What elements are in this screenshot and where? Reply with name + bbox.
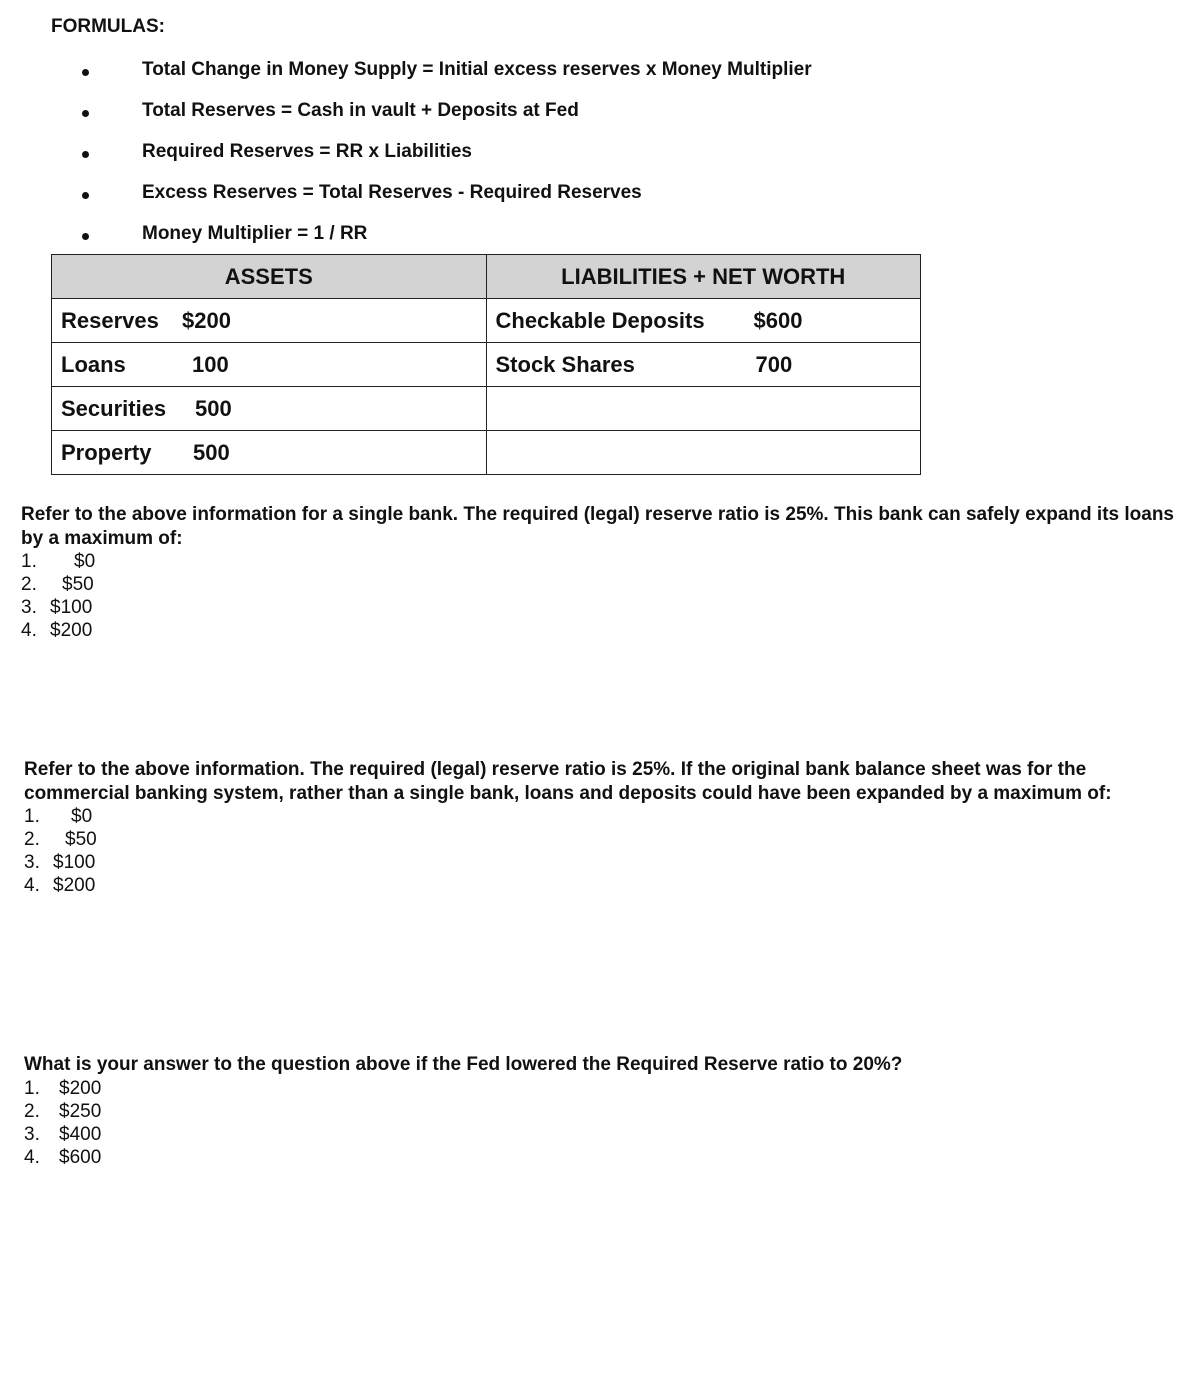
table-header-row	[52, 255, 921, 299]
answer-option[interactable]	[21, 550, 1181, 573]
option-value: $200	[53, 875, 96, 896]
liability-cell	[486, 343, 921, 387]
asset-label: Loans	[61, 352, 126, 377]
option-value: $0	[74, 551, 96, 572]
bullet-icon	[82, 233, 89, 240]
option-value: $100	[53, 852, 96, 873]
answer-option[interactable]	[24, 1077, 1184, 1100]
liability-label: Stock Shares	[495, 352, 635, 377]
question-text: Refer to the above information. The required (legal) reserve ratio is 25%. If the original bank balance sheet was for the commercial banking system, rather than a single bank, loans and deposits could have been expanded by a maximum of:	[24, 759, 1112, 804]
table-row	[52, 431, 921, 475]
option-number: 1.	[24, 806, 40, 827]
assets-header: ASSETS	[52, 255, 487, 299]
asset-label: Securities	[61, 396, 167, 421]
answer-option[interactable]	[24, 828, 1184, 851]
question-2	[24, 758, 1184, 897]
asset-value: 500	[195, 396, 232, 421]
answer-option[interactable]	[24, 805, 1184, 828]
option-value: $400	[59, 1123, 102, 1145]
bullet-icon	[82, 192, 89, 199]
option-number: 1.	[21, 551, 37, 572]
option-number: 4.	[24, 1146, 40, 1168]
option-number: 3.	[24, 852, 40, 873]
bullet-icon	[82, 151, 89, 158]
answer-option[interactable]	[21, 596, 1181, 619]
formulas-title: FORMULAS:	[51, 16, 165, 37]
answer-option[interactable]	[24, 1146, 1184, 1169]
liability-cell	[486, 299, 921, 343]
option-number: 1.	[24, 1077, 40, 1099]
question-3	[24, 1053, 1184, 1169]
answer-option[interactable]	[21, 573, 1181, 596]
answer-options	[24, 805, 1184, 897]
answer-option[interactable]	[24, 1100, 1184, 1123]
bullet-icon	[82, 110, 89, 117]
liabilities-header: LIABILITIES + NET WORTH	[486, 255, 921, 299]
asset-cell	[52, 343, 487, 387]
asset-cell	[52, 431, 487, 475]
formula-text: Excess Reserves = Total Reserves - Required Reserves	[142, 182, 642, 203]
liability-cell	[486, 431, 921, 475]
question-1	[21, 503, 1181, 642]
liability-label: Checkable Deposits	[495, 308, 705, 333]
table-row	[52, 387, 921, 431]
answer-options	[21, 550, 1181, 642]
formula-text: Total Change in Money Supply = Initial excess reserves x Money Multiplier	[142, 59, 812, 80]
formula-text: Money Multiplier = 1 / RR	[142, 223, 368, 244]
option-number: 2.	[21, 574, 37, 595]
option-value: $100	[50, 597, 93, 618]
formula-text: Required Reserves = RR x Liabilities	[142, 141, 472, 162]
answer-option[interactable]	[24, 1123, 1184, 1146]
asset-cell	[52, 387, 487, 431]
table-row	[52, 343, 921, 387]
answer-options	[24, 1077, 1184, 1169]
option-number: 2.	[24, 1100, 40, 1122]
option-value: $50	[62, 574, 94, 595]
balance-sheet-table	[51, 254, 921, 475]
option-value: $250	[59, 1100, 102, 1122]
answer-option[interactable]	[24, 851, 1184, 874]
option-value: $200	[59, 1077, 102, 1099]
option-value: $0	[71, 806, 93, 827]
asset-value: 100	[192, 352, 229, 377]
option-number: 4.	[24, 875, 40, 896]
formula-text: Total Reserves = Cash in vault + Deposits at Fed	[142, 100, 579, 121]
table-row	[52, 299, 921, 343]
answer-option[interactable]	[21, 619, 1181, 642]
asset-cell	[52, 299, 487, 343]
option-number: 3.	[24, 1123, 40, 1145]
liability-value: 700	[755, 352, 793, 377]
liability-cell	[486, 387, 921, 431]
bullet-icon	[82, 69, 89, 76]
question-text: Refer to the above information for a single bank. The required (legal) reserve ratio is 25%. This bank can safely expand its loans by a maximum of:	[21, 504, 1174, 549]
asset-value: 500	[193, 440, 230, 465]
asset-label: Property	[61, 440, 152, 465]
answer-option[interactable]	[24, 874, 1184, 897]
option-number: 2.	[24, 829, 40, 850]
liability-value: $600	[753, 308, 803, 333]
option-value: $600	[59, 1146, 102, 1168]
question-text: What is your answer to the question above if the Fed lowered the Required Reserve ratio to 20%?	[24, 1054, 903, 1075]
option-number: 3.	[21, 597, 37, 618]
option-value: $50	[65, 829, 97, 850]
option-value: $200	[50, 620, 93, 641]
asset-label: Reserves	[61, 308, 159, 333]
option-number: 4.	[21, 620, 37, 641]
asset-value: $200	[182, 308, 231, 333]
